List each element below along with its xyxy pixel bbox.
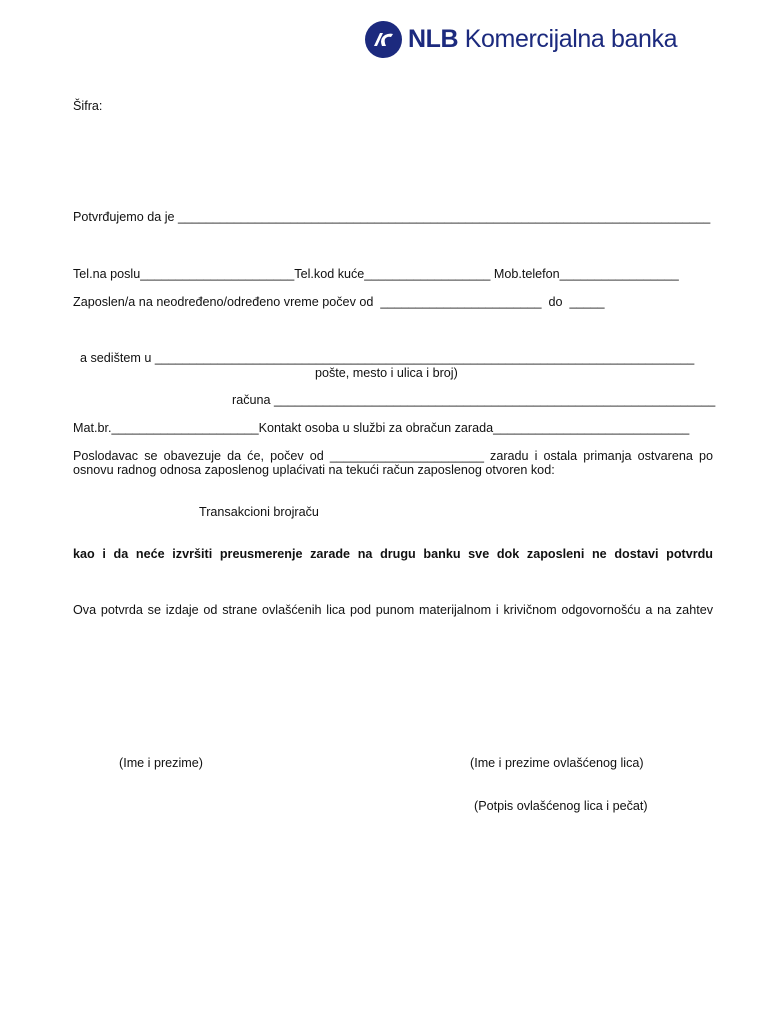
racuna-field: računa _______________________________________________________________ <box>232 393 716 407</box>
logo-name: Komercijalna banka <box>464 24 678 53</box>
ova-potvrda-statement: Ova potvrda se izdaje od strane ovlašćenih lica pod punom materijalnom i krivičnom odgovornošću a na zahtev <box>73 603 713 617</box>
phone-fields: Tel.na poslu______________________Tel.kod kuće__________________ Mob.telefon_________________ <box>73 267 679 281</box>
transakcioni-label: Transakcioni brojraču <box>199 505 319 519</box>
ime-prezime-label: (Ime i prezime) <box>119 756 203 770</box>
poslodavac-line1: Poslodavac se obavezuje da će, počev od ______________________ zaradu i ostala primanja ostvarena po <box>73 449 713 463</box>
poslodavac-line2: osnovu radnog odnosa zaposlenog uplaćivati na tekući račun zaposlenog otvoren kod: <box>73 463 555 477</box>
potvrdjujemo-field: Potvrđujemo da je ____________________________________________________________________________ <box>73 210 711 224</box>
matbr-field: Mat.br._____________________Kontakt osoba u službi za obračun zarada____________________________ <box>73 421 690 435</box>
potpis-label: (Potpis ovlašćenog lica i pečat) <box>474 799 648 813</box>
kao-i-da-statement: kao i da neće izvršiti preusmerenje zarade na drugu banku sve dok zaposleni ne dostavi potvrdu <box>73 547 713 561</box>
poste-caption: pošte, mesto i ulica i broj) <box>315 366 458 380</box>
sifra-label: Šifra: <box>73 99 103 113</box>
employment-field: Zaposlen/a na neodređeno/određeno vreme počev od _______________________ do _____ <box>73 295 605 309</box>
logo-brand: NLB <box>408 24 459 53</box>
ime-prezime-ovlascenog-label: (Ime i prezime ovlašćenog lica) <box>470 756 644 770</box>
sediste-field: a sedištem u _____________________________________________________________________________ <box>80 351 695 365</box>
nlb-logo-icon <box>365 21 402 58</box>
logo-text <box>408 25 677 54</box>
bank-logo <box>365 20 677 58</box>
